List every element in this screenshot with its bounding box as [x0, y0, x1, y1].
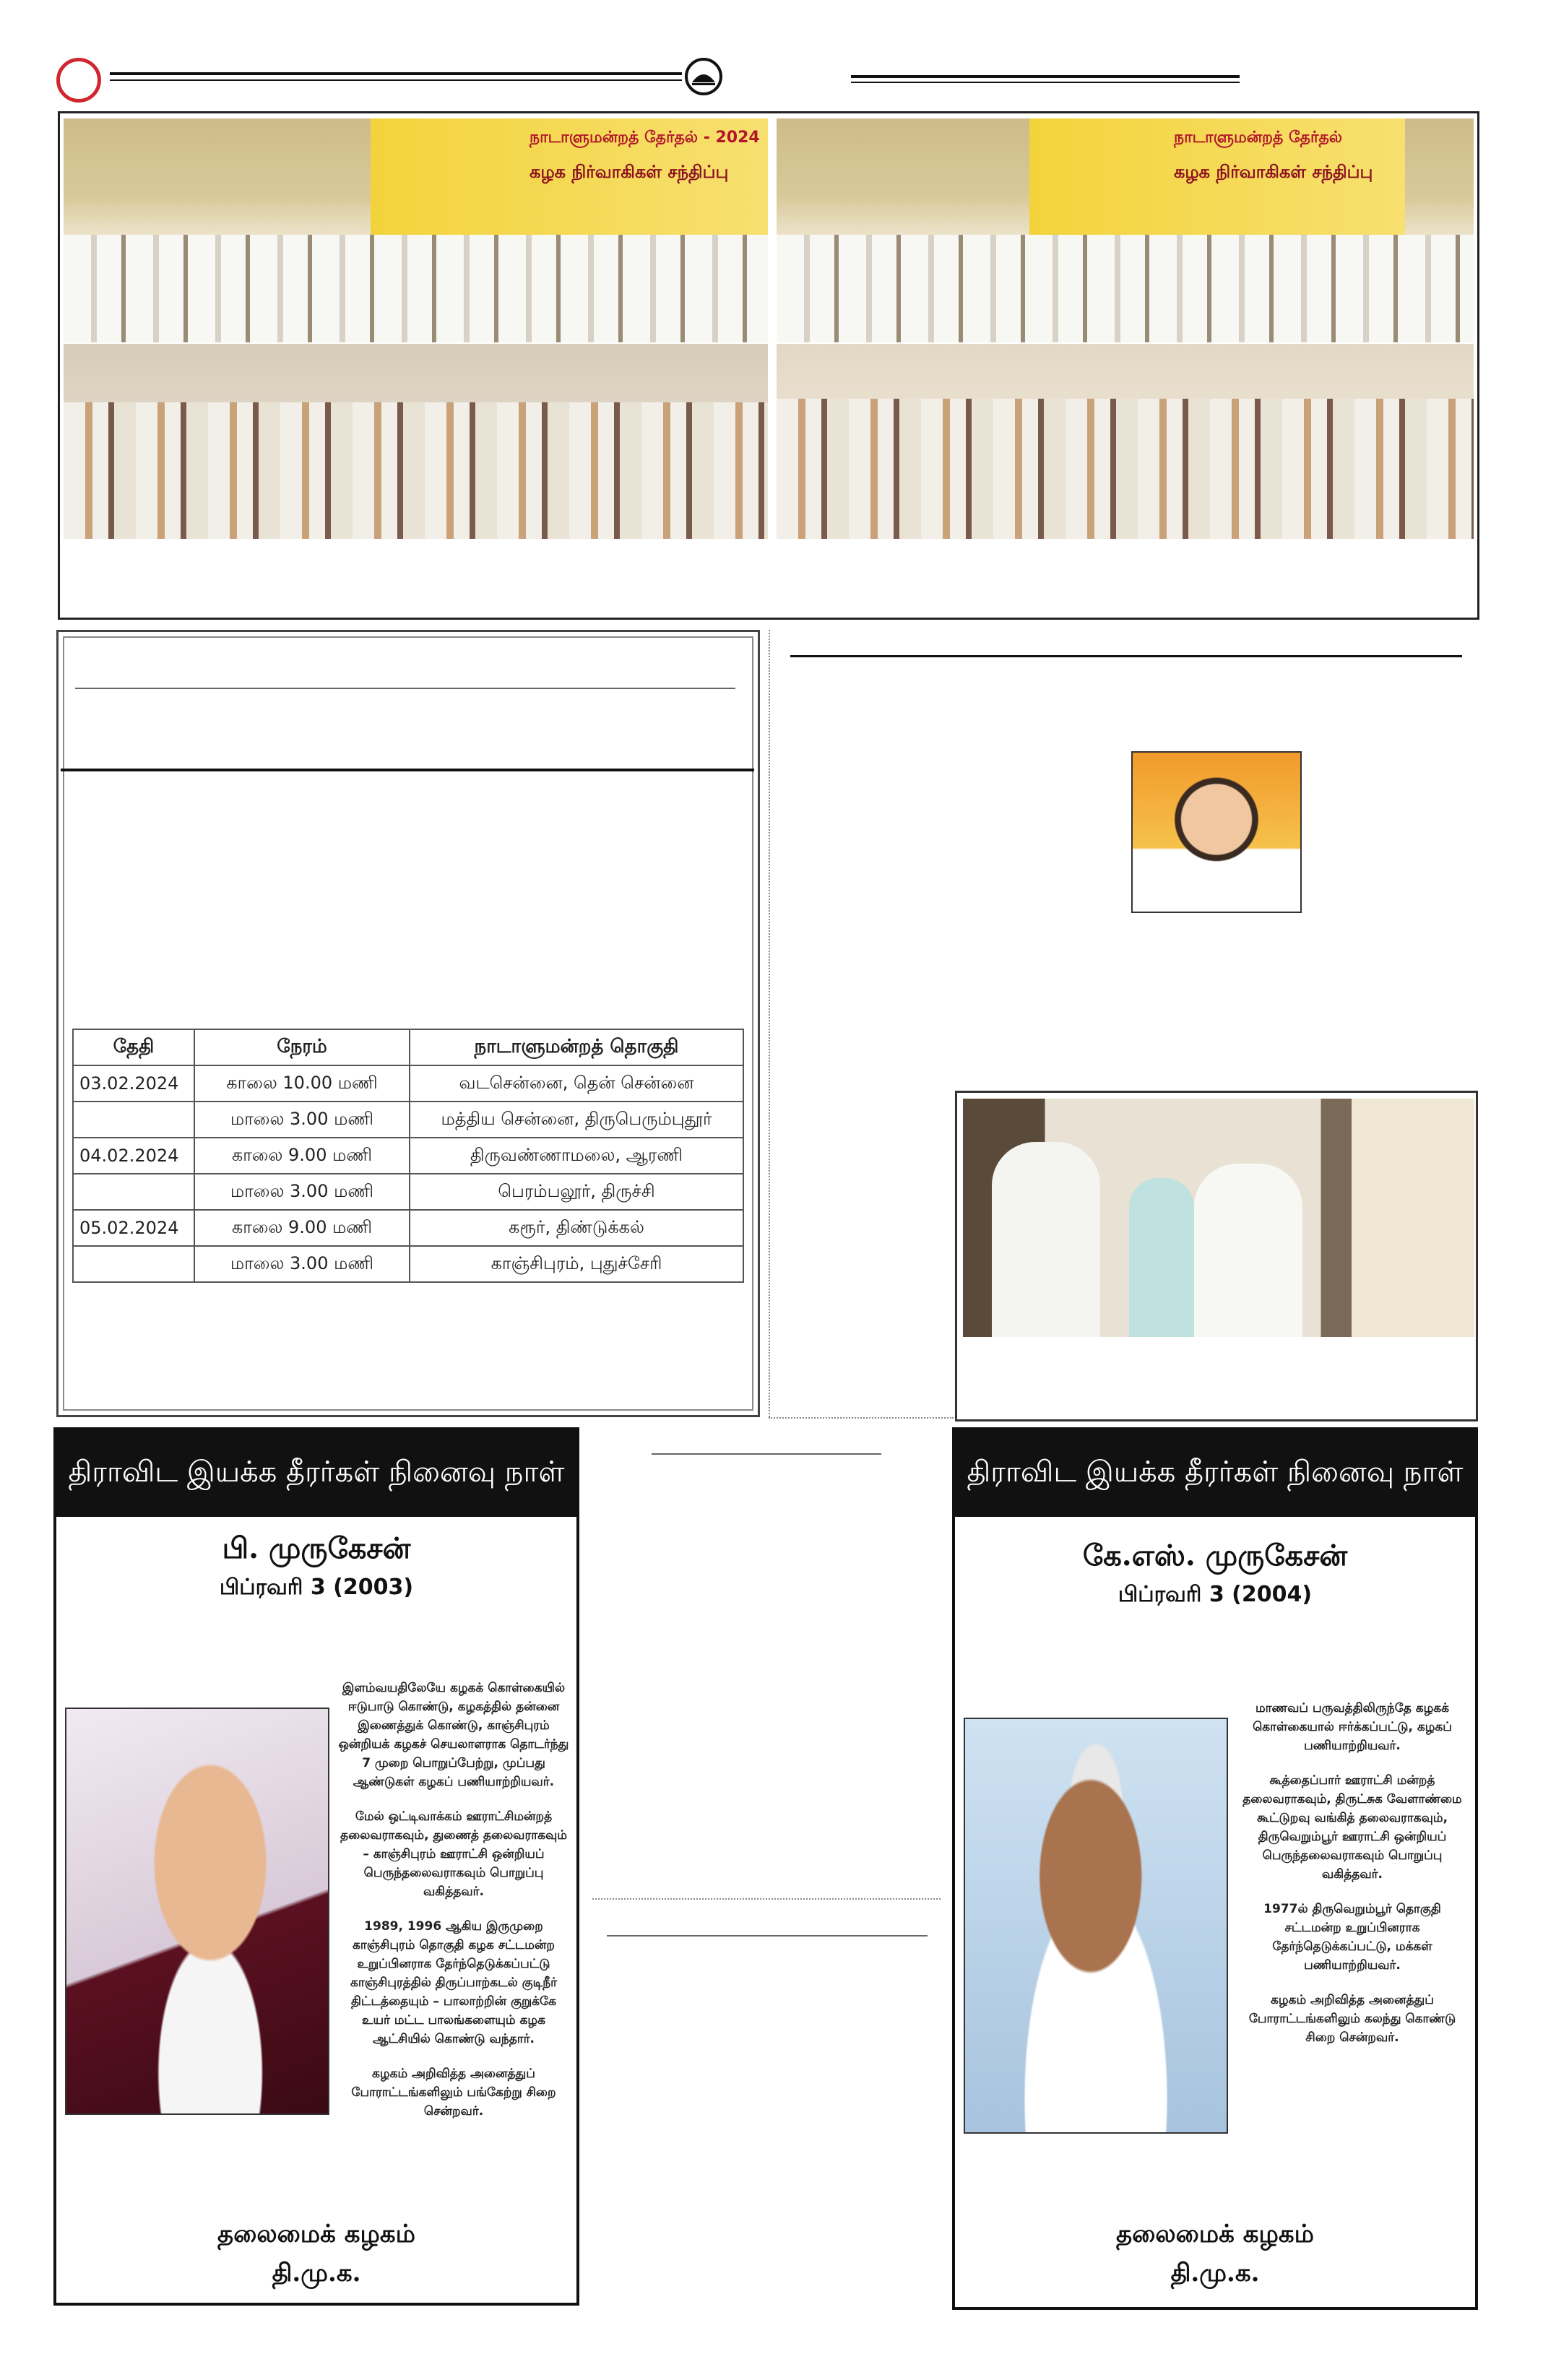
memorial-signature: [955, 2215, 1475, 2293]
banner-subtitle: கழக நிர்வாகிகள் சந்திப்பு: [530, 162, 729, 182]
memorial-card-left: [53, 1427, 579, 2306]
col-date: தேதி: [73, 1029, 194, 1065]
table-row: [73, 1102, 743, 1138]
row-date: [73, 1174, 194, 1210]
bio-paragraph: மாணவப் பருவத்திலிருந்தே கழகக் கொள்கையால் ஈர்க்கப்பட்டு, கழகப் பணியாற்றியவர்.: [1253, 1701, 1452, 1753]
row-time: காலை 9.00 மணி: [194, 1210, 410, 1246]
crowd-row: [777, 453, 1474, 539]
table-row: [73, 1246, 743, 1282]
people-row: [64, 235, 768, 342]
visit-photo: [963, 1099, 1474, 1337]
memorial-name: பி. முருகேசன்: [222, 1531, 411, 1565]
schedule-box-inner: [63, 636, 753, 1411]
row-constituency: காஞ்சிபுரம், புதுச்சேரி: [410, 1246, 743, 1282]
signature-line1: தலைமைக் கழகம்: [1116, 2220, 1314, 2249]
memorial-date: பிப்ரவரி 3 (2003): [219, 1575, 414, 1600]
bio-paragraph: கழகம் அறிவித்த அனைத்துப் போராட்டங்களிலும் கலந்து கொண்டு சிறை சென்றவர்.: [1248, 1993, 1456, 2045]
row-time: காலை 9.00 மணி: [194, 1138, 410, 1174]
memorial-header: திராவிட இயக்க தீரர்கள் நினைவு நாள்: [56, 1430, 576, 1517]
table-row: [73, 1174, 743, 1210]
meeting-photo-top-left: [64, 118, 768, 342]
right-column-rule: [790, 655, 1462, 657]
crowd-row: [64, 451, 768, 540]
memorial-portrait: [65, 1708, 329, 2115]
memorial-name: கே.எஸ். முருகேசன்: [1082, 1539, 1348, 1572]
table-row: [73, 1210, 743, 1246]
memorial-portrait: [964, 1718, 1228, 2134]
header-rule-right-2: [851, 82, 1240, 83]
banner-title: நாடாளுமன்றத் தேர்தல்: [1174, 129, 1343, 147]
bio-paragraph: 1989, 1996 ஆகிய இருமுறை காஞ்சிபுரம் தொகுதி கழக சட்டமன்ற உறுப்பினராக தேர்ந்தெடுக்கப்பட்டு காஞ்சிபுரத்தில் திருப்பாற்கடல் குடிநீர் திட்டத்தையும் – பாலாற்றின் குறுக்கே உயர் மட்ட பாலங்களையும் கழக ஆட்சியில் கொண்டு வந்தார்.: [350, 1919, 557, 2046]
row-date: 04.02.2024: [73, 1138, 194, 1174]
memorial-bio: [335, 1679, 572, 2137]
meeting-photo-top-right: [777, 118, 1474, 342]
schedule-header-row: [73, 1029, 743, 1065]
center-rule-top: [652, 1453, 881, 1455]
crowd-photo-right: [777, 344, 1474, 539]
header-rule-right: [851, 75, 1240, 78]
bio-paragraph: கழகம் அறிவித்த அனைத்துப் போராட்டங்களிலும் பங்கேற்று சிறை சென்றவர்.: [351, 2067, 556, 2119]
bio-paragraph: இளம்வயதிலேயே கழகக் கொள்கையில் ஈடுபாடு கொண்டு, கழகத்தில் தன்னை இணைத்துக் கொண்டு, காஞ்சிபுரம் ஒன்றியக் கழகச் செயலாளராக தொடர்ந்து 7 முறை பொறுப்பேற்று, முப்பது ஆண்டுகள் கழகப் பணியாற்றியவர்.: [338, 1681, 569, 1789]
circle-icon: [56, 58, 101, 103]
row-time: மாலை 3.00 மணி: [194, 1102, 410, 1138]
row-constituency: வடசென்னை, தென் சென்னை: [410, 1065, 743, 1102]
header-rule-double: [110, 72, 682, 75]
visit-photo-frame: [955, 1091, 1478, 1421]
schedule-table: [72, 1029, 744, 1283]
row-constituency: மத்திய சென்னை, திருபெரும்புதூர்: [410, 1102, 743, 1138]
table-row: [73, 1065, 743, 1102]
dotted-divider-horizontal: [769, 1417, 954, 1419]
center-dotted-rule: [592, 1898, 941, 1900]
bio-paragraph: கூத்தைப்பார் ஊராட்சி மன்றத் தலைவராகவும், திருட்சுக வேளாண்மை கூட்டுறவு வங்கித் தலைவராகவும், திருவெறும்பூர் ஊராட்சி ஒன்றியப் பெருந்தலைவராகவும் பொறுப்பு வகித்தவர்.: [1242, 1773, 1462, 1882]
row-date: 03.02.2024: [73, 1065, 194, 1102]
banner-subtitle: கழக நிர்வாகிகள் சந்திப்பு: [1174, 162, 1373, 182]
center-rule-bottom: [607, 1935, 928, 1937]
row-date: 05.02.2024: [73, 1210, 194, 1246]
signature-line1: தலைமைக் கழகம்: [217, 2220, 415, 2249]
memorial-signature: [56, 2215, 576, 2293]
signature-line2: தி.மு.க.: [272, 2259, 361, 2288]
header-rule-double-2: [110, 79, 682, 81]
crowd-photo-left: [64, 344, 768, 539]
row-constituency: திருவண்ணாமலை, ஆரணி: [410, 1138, 743, 1174]
people-row: [777, 235, 1474, 342]
schedule-title-rule: [75, 688, 735, 689]
row-date: [73, 1246, 194, 1282]
memorial-header: திராவிட இயக்க தீரர்கள் நினைவு நாள்: [955, 1430, 1475, 1517]
row-time: மாலை 3.00 மணி: [194, 1246, 410, 1282]
bio-paragraph: 1977ல் திருவெறும்பூர் தொகுதி சட்டமன்ற உறுப்பினராக தேர்ந்தெடுக்கப்பட்டு, மக்கள் பணியாற்றியவர்.: [1263, 1902, 1441, 1973]
memorial-bio: [1235, 1699, 1469, 2063]
row-date: [73, 1102, 194, 1138]
schedule-box: [56, 630, 760, 1417]
banner-title: நாடாளுமன்றத் தேர்தல் - 2024: [530, 129, 760, 147]
row-constituency: கரூர், திண்டுக்கல்: [410, 1210, 743, 1246]
leader-portrait: [1131, 751, 1302, 913]
dotted-divider-vertical: [769, 630, 770, 1417]
row-constituency: பெரம்பலூர், திருச்சி: [410, 1174, 743, 1210]
rising-sun-emblem-icon: [685, 58, 722, 95]
signature-line2: தி.மு.க.: [1170, 2259, 1260, 2288]
col-constituency: நாடாளுமன்றத் தொகுதி: [410, 1029, 743, 1065]
row-time: காலை 10.00 மணி: [194, 1065, 410, 1102]
col-time: நேரம்: [194, 1029, 410, 1065]
memorial-card-right: [952, 1427, 1478, 2310]
table-row: [73, 1138, 743, 1174]
schedule-divider: [61, 769, 754, 771]
memorial-date: பிப்ரவரி 3 (2004): [1118, 1582, 1313, 1607]
row-time: மாலை 3.00 மணி: [194, 1174, 410, 1210]
bio-paragraph: மேல் ஒட்டிவாக்கம் ஊராட்சிமன்றத் தலைவராகவும், துணைத் தலைவராகவும் – காஞ்சிபுரம் ஊராட்சி ஒன்றியப் பெருந்தலைவராகவும் பொறுப்பு வகித்தவர்.: [340, 1809, 567, 1899]
